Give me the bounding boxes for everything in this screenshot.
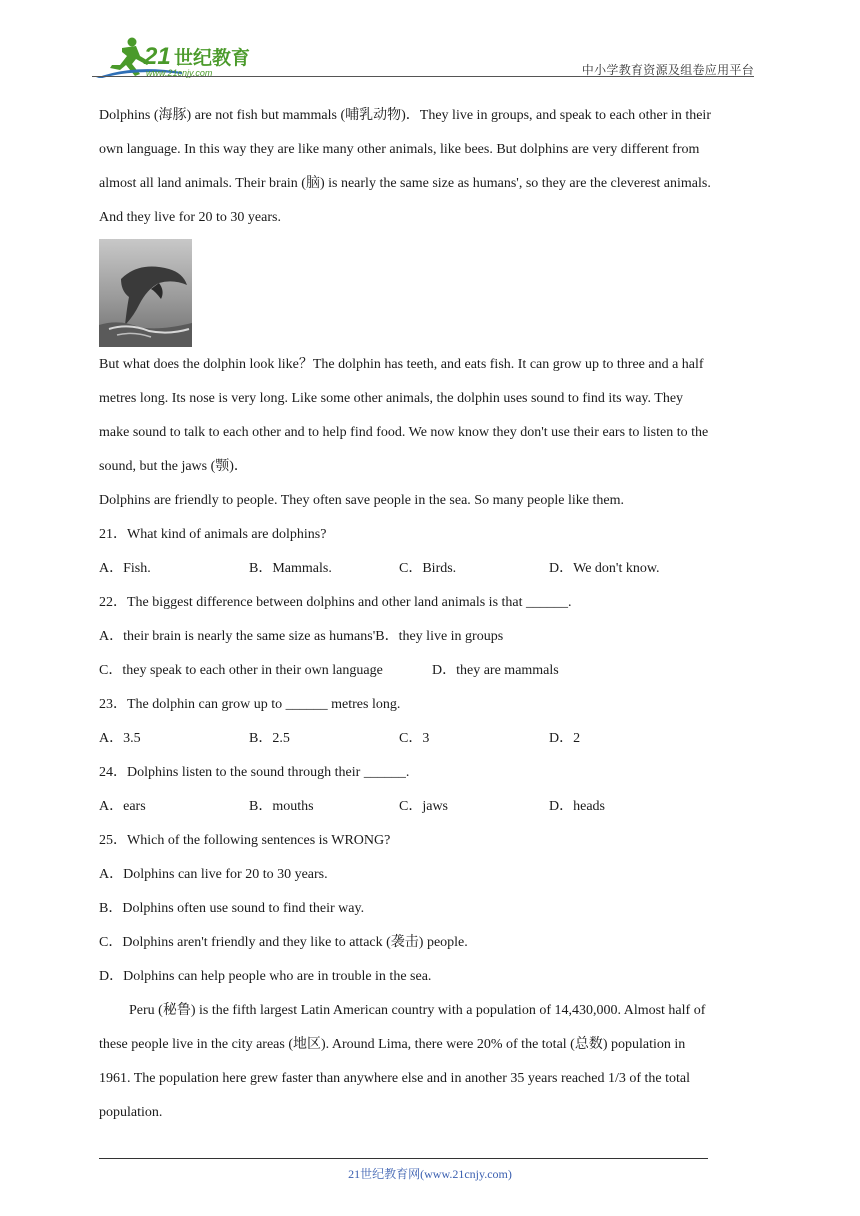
passage-line: own language. In this way they are like many other animals, like bees. But dolphins are very different from <box>99 142 700 157</box>
passage-2 <box>99 994 769 1130</box>
question-stem: 23．The dolphin can grow up to ______ metres long. <box>99 697 401 712</box>
question-21 <box>99 518 769 586</box>
page-header <box>92 30 754 78</box>
question-stem: 25．Which of the following sentences is WRONG? <box>99 833 391 848</box>
option-d: D．We don't know. <box>549 561 660 576</box>
passage-line: these people live in the city areas (地区). Around Lima, there were 20% of the total (总数) population in <box>99 1037 686 1052</box>
option-a: A．their brain is nearly the same size as humans' <box>99 629 376 644</box>
passage-1-continued <box>99 348 769 518</box>
passage-line: And they live for 20 to 30 years. <box>99 210 281 225</box>
option-c: C．jaws <box>399 799 448 814</box>
option-a: A．ears <box>99 799 146 814</box>
question-23 <box>99 688 769 756</box>
question-stem: 21．What kind of animals are dolphins? <box>99 527 327 542</box>
passage-line: Dolphins are friendly to people. They often save people in the sea. So many people like them. <box>99 493 624 508</box>
footer-text[interactable]: 21世纪教育网(www.21cnjy.com) <box>348 1167 512 1181</box>
passage-line: Dolphins (海豚) are not fish but mammals (哺乳动物)．They live in groups, and speak to each other in their <box>99 108 711 123</box>
site-logo <box>92 34 262 78</box>
passage-line: 1961. The population here grew faster than anywhere else and in another 35 years reached 1/3 of the total <box>99 1071 691 1086</box>
option-a: A．Fish. <box>99 561 151 576</box>
svg-text:www.21cnjy.com: www.21cnjy.com <box>146 68 213 78</box>
option-d: D．heads <box>549 799 605 814</box>
header-divider <box>92 76 754 77</box>
passage-line: population. <box>99 1105 163 1120</box>
question-options <box>99 790 769 824</box>
option-b: B．2.5 <box>249 731 290 746</box>
option-d: D．they are mammals <box>432 663 559 678</box>
option-a: A．3.5 <box>99 731 141 746</box>
question-stem: 22．The biggest difference between dolphins and other land animals is that ______. <box>99 595 572 610</box>
passage-line: metres long. Its nose is very long. Like some other animals, the dolphin uses sound to find its way. They <box>99 391 684 406</box>
option-c: C．they speak to each other in their own language <box>99 663 383 678</box>
header-platform-text: 中小学教育资源及组卷应用平台 <box>581 63 754 77</box>
question-options <box>99 620 769 654</box>
option-b: B．Mammals. <box>249 561 332 576</box>
question-options <box>99 722 769 756</box>
question-22 <box>99 586 769 688</box>
question-24 <box>99 756 769 824</box>
passage-line: But what does the dolphin look like？The dolphin has teeth, and eats fish. It can grow up to three and a half <box>99 357 704 372</box>
document-body <box>99 99 769 1130</box>
svg-text:世纪教育: 世纪教育 <box>174 47 251 69</box>
option-b: B．Dolphins often use sound to find their way. <box>99 901 365 916</box>
passage-line: make sound to talk to each other and to help find food. We now know they don't use their ears to listen to the <box>99 425 709 440</box>
option-b: B．they live in groups <box>375 629 504 644</box>
passage-line: sound, but the jaws (颚)． <box>99 459 248 474</box>
question-stem: 24．Dolphins listen to the sound through their ______. <box>99 765 410 780</box>
option-d: D．Dolphins can help people who are in trouble in the sea. <box>99 969 432 984</box>
svg-text:21: 21 <box>144 43 171 70</box>
option-c: C．3 <box>399 731 430 746</box>
option-c: C．Dolphins aren't friendly and they like to attack (袭击) people. <box>99 935 468 950</box>
passage-line: almost all land animals. Their brain (脑) is nearly the same size as humans', so they are the cleverest animals. <box>99 176 711 191</box>
passage-line: Peru (秘鲁) is the fifth largest Latin American country with a population of 14,430,000. Almost half of <box>129 1003 706 1018</box>
question-options <box>99 552 769 586</box>
option-d: D．2 <box>549 731 581 746</box>
passage-1 <box>99 99 769 235</box>
question-options <box>99 654 769 688</box>
question-25 <box>99 824 769 994</box>
option-b: B．mouths <box>249 799 314 814</box>
dolphin-image <box>99 239 192 347</box>
option-a: A．Dolphins can live for 20 to 30 years. <box>99 867 328 882</box>
option-c: C．Birds. <box>399 561 457 576</box>
footer-divider <box>99 1158 708 1159</box>
